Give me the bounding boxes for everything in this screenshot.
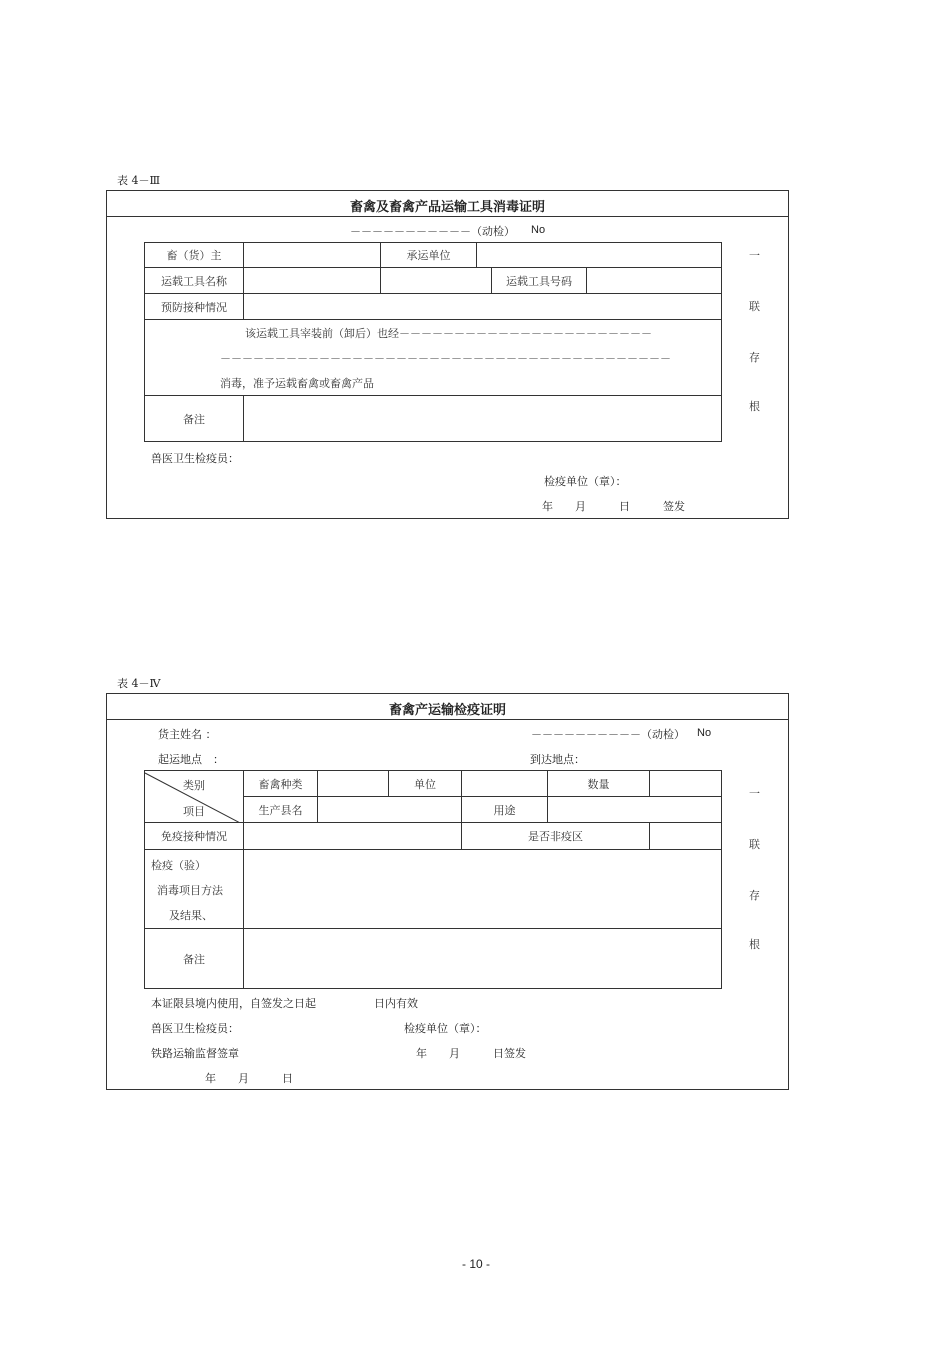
- form1-date-line: 年 月 日 签发: [542, 500, 685, 513]
- form2-immunization-field[interactable]: [244, 823, 462, 850]
- form1-table-number: 表 4－Ⅲ: [117, 174, 161, 187]
- form1-side-char-3: 存: [749, 351, 760, 364]
- form2-railway-label: 铁路运输监督签章: [151, 1047, 239, 1060]
- form2-unit-field[interactable]: [462, 771, 548, 797]
- form2-unit-label: 单位: [389, 771, 462, 797]
- form1-remarks-field[interactable]: [244, 396, 722, 442]
- form1-stamp-label: 检疫单位（章）：: [544, 475, 627, 488]
- form1-remarks-label: 备注: [145, 396, 244, 442]
- form2-title-divider: [106, 719, 789, 720]
- form2-table-number: 表 4－Ⅳ: [117, 677, 161, 690]
- form1-vet-label: 兽医卫生检疫员：: [151, 452, 239, 465]
- form2-vet-label: 兽医卫生检疫员：: [151, 1022, 239, 1035]
- form2-origin-label: 起运地点 ：: [158, 753, 224, 766]
- form1-vehicle-no-field[interactable]: [587, 268, 722, 294]
- form2-inspection-field[interactable]: [244, 850, 722, 929]
- form2-side-char-2: 联: [749, 838, 760, 851]
- form2-table: [144, 770, 722, 989]
- form2-purpose-label: 用途: [462, 797, 548, 823]
- form2-quantity-label: 数量: [548, 771, 650, 797]
- form2-species-field[interactable]: [318, 771, 389, 797]
- form1-statement-cell: [145, 320, 722, 396]
- form1-blank-cell: [381, 268, 492, 294]
- form2-quantity-field[interactable]: [650, 771, 722, 797]
- form1-serial-no: No: [531, 224, 546, 236]
- form2-serial-dashes: －－－－－－－－－－（动检）: [531, 728, 685, 741]
- form1-table: [144, 242, 722, 442]
- form2-validity-end: 日内有效: [374, 997, 418, 1010]
- form2-diagonal-header: [145, 771, 244, 823]
- form2-stamp-label: 检疫单位（章）：: [404, 1022, 487, 1035]
- form1-statement-line2: －－－－－－－－－－－－－－－－－－－－－－－－－－－－－－－－－－－－－－－－－: [220, 352, 671, 365]
- form2-owner-name-label: 货主姓名 ：: [158, 728, 217, 741]
- form1-carrier-field[interactable]: [477, 243, 722, 268]
- form1-vaccination-field[interactable]: [244, 294, 722, 320]
- form1-vehicle-no-label: 运载工具号码: [492, 268, 587, 294]
- form1-side-char-1: 一: [749, 249, 760, 262]
- form1-statement-line3: 消毒，准予运载畜禽或畜禽产品: [220, 377, 374, 390]
- form2-inspection-line2: 消毒项目方法: [157, 884, 223, 897]
- form1-serial-dashes: －－－－－－－－－－－（动检）: [350, 225, 515, 238]
- form1-owner-field[interactable]: [244, 243, 381, 268]
- form2-remarks-label: 备注: [145, 929, 244, 989]
- form1-owner-label: 畜（货）主: [145, 243, 244, 268]
- form1-title: 畜禽及畜禽产品运输工具消毒证明: [349, 200, 545, 215]
- form2-inspection-line3: 及结果、: [169, 909, 213, 922]
- form2-immunization-label: 免疫接种情况: [145, 823, 244, 850]
- form2-county-label: 生产县名: [244, 797, 318, 823]
- form1-title-divider: [106, 216, 789, 217]
- form2-species-label: 畜禽种类: [244, 771, 318, 797]
- form2-side-char-3: 存: [749, 889, 760, 902]
- form1-vaccination-label: 预防接种情况: [145, 294, 244, 320]
- form1-side-char-2: 联: [749, 300, 760, 313]
- form2-county-field[interactable]: [318, 797, 462, 823]
- form1-vehicle-name-label: 运载工具名称: [145, 268, 244, 294]
- form2-purpose-field[interactable]: [548, 797, 722, 823]
- form1-side-char-4: 根: [749, 400, 760, 413]
- form2-serial-no: No: [697, 727, 712, 739]
- form2-non-epidemic-label: 是否非疫区: [462, 823, 650, 850]
- form2-inspection-label: [145, 850, 244, 929]
- form2-non-epidemic-field[interactable]: [650, 823, 722, 850]
- form2-dest-label: 到达地点：: [530, 753, 585, 766]
- form2-title: 畜禽产运输检疫证明: [388, 703, 506, 718]
- form2-remarks-field[interactable]: [244, 929, 722, 989]
- form1-carrier-label: 承运单位: [381, 243, 477, 268]
- form2-sign-date: 年 月 日: [205, 1072, 293, 1085]
- form1-statement-line1: 该运载工具宰装前（卸后）也经－－－－－－－－－－－－－－－－－－－－－－－: [245, 327, 652, 340]
- form2-item-label: 项目: [183, 805, 205, 818]
- page-number: - 10 -: [461, 1257, 490, 1271]
- form2-category-label: 类别: [183, 779, 205, 792]
- form1-vehicle-name-field[interactable]: [244, 268, 381, 294]
- form2-side-char-1: 一: [749, 787, 760, 800]
- form2-side-char-4: 根: [749, 938, 760, 951]
- form2-validity-start: 本证限县境内使用，自签发之日起: [151, 997, 316, 1010]
- form2-issue-date: 年 月 日签发: [416, 1047, 526, 1060]
- form2-inspection-line1: 检疫（验）: [151, 859, 206, 872]
